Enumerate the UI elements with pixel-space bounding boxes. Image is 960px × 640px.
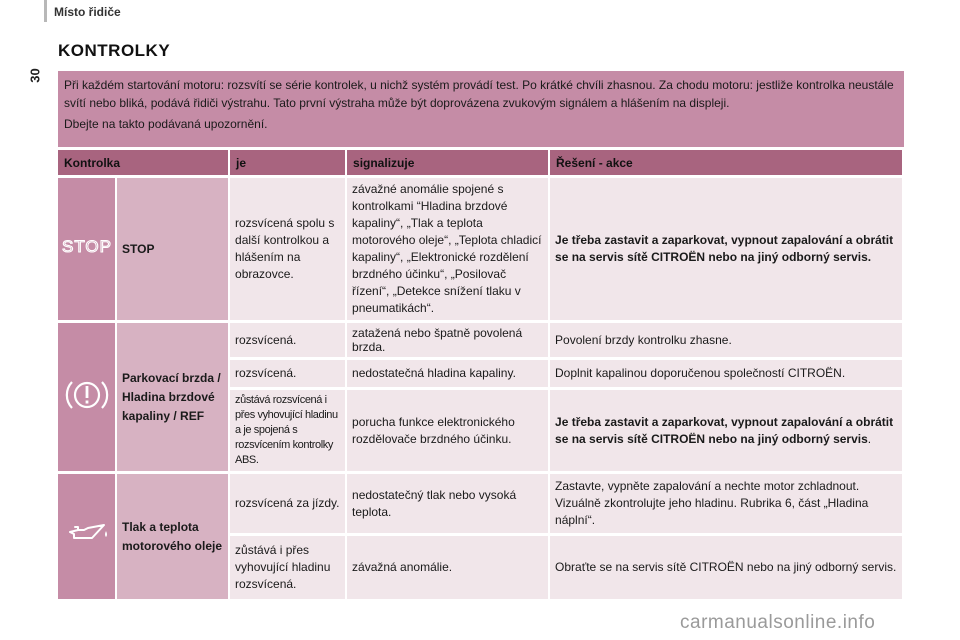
oil-action-2: Obraťte se na servis sítě CITROËN nebo na jiný odborný servis. (550, 536, 904, 602)
brake-signal-1: zatažená nebo špatně povolená brzda. (347, 323, 550, 360)
stop-action: Je třeba zastavit a zaparkovat, vypnout zapalování a obrátit se na servis sítě CITROËN nebo na jiný odborný servis. (550, 178, 904, 323)
table-header-row (58, 150, 904, 178)
stop-name: STOP (117, 178, 230, 323)
intro-paragraph-1: Při každém startování motoru: rozsvítí se série kontrolek, u nichž systém provádí test. Po krátké chvíli zhasnou. Za chodu motoru: jestliže kontrolka neustále svítí nebo bliká, podává řidiči výstrahu. Tato první výstraha může být doprovázena zvukovým signálem a hlášením na displeji. (64, 78, 894, 110)
stop-warning-icon (59, 236, 115, 258)
brake-warning-icon (65, 375, 109, 415)
oil-signal-2: závažná anomálie. (347, 536, 550, 602)
header-bar (44, 0, 47, 22)
brake-action-3-text: Je třeba zastavit a zaparkovat, vypnout zapalování a obrátit se na servis sítě CITROËN nebo na jiný odborný servis (555, 414, 894, 446)
oil-state-2: zůstává i přes vyhovující hladinu rozsvícená. (230, 536, 347, 602)
brake-state-1: rozsvícená. (230, 323, 347, 360)
header-signalizuje: signalizuje (347, 150, 550, 178)
table-row (58, 323, 904, 360)
oil-can-icon (64, 519, 110, 549)
brake-signal-3: porucha funkce elektronického rozdělovače brzdného účinku. (347, 390, 550, 474)
stop-icon-text: STOP (61, 236, 112, 256)
intro-paragraph-2: Dbejte na takto podávaná upozornění. (64, 117, 268, 131)
brake-action-3 (550, 390, 904, 474)
stop-state: rozsvícená spolu s další kontrolkou a hlášením na obrazovce. (230, 178, 347, 323)
oil-icon-cell (58, 474, 117, 602)
oil-name: Tlak a teplota motorového oleje (117, 474, 230, 602)
table-row (58, 178, 904, 323)
table-row (58, 474, 904, 536)
header-kontrolka: Kontrolka (58, 150, 230, 178)
brake-state-3: zůstává rozsvícená i přes vyhovující hladinu a je spojená s rozsvícením kontrolky ABS. (230, 390, 347, 474)
stop-icon-cell (58, 178, 117, 323)
page-title: KONTROLKY (58, 41, 171, 60)
intro-box (58, 71, 904, 147)
brake-name: Parkovací brzda / Hladina brzdové kapaliny / REF (117, 323, 230, 474)
brake-action-2: Doplnit kapalinou doporučenou společností CITROËN. (550, 360, 904, 390)
stop-signal: závažné anomálie spojené s kontrolkami “Hladina brzdové kapaliny“, „Tlak a teplota motorového oleje“, „Teplota chladicí kapaliny“, „Elektronické rozdělení brzdného účinku“, „Posilovač řízení“, „Detekce snížení tlaku v pneumatikách“. (347, 178, 550, 323)
brake-signal-2: nedostatečná hladina kapaliny. (347, 360, 550, 390)
section-title: Místo řidiče (54, 5, 121, 19)
warning-lights-table (58, 150, 904, 602)
watermark: carmanualsonline.info (680, 612, 876, 633)
brake-icon-cell (58, 323, 117, 474)
header-je: je (230, 150, 347, 178)
oil-signal-1: nedostatečný tlak nebo vysoká teplota. (347, 474, 550, 536)
brake-action-1: Povolení brzdy kontrolku zhasne. (550, 323, 904, 360)
brake-state-2: rozsvícená. (230, 360, 347, 390)
oil-state-1: rozsvícená za jízdy. (230, 474, 347, 536)
header-reseni: Řešení - akce (550, 150, 904, 178)
oil-action-1: Zastavte, vypněte zapalování a nechte motor zchladnout. Vizuálně zkontrolujte jeho hladinu. Rubrika 6, část „Hladina náplní“. (550, 474, 904, 536)
brake-action-3-suffix: . (867, 431, 872, 446)
page-number: 30 (27, 68, 43, 83)
